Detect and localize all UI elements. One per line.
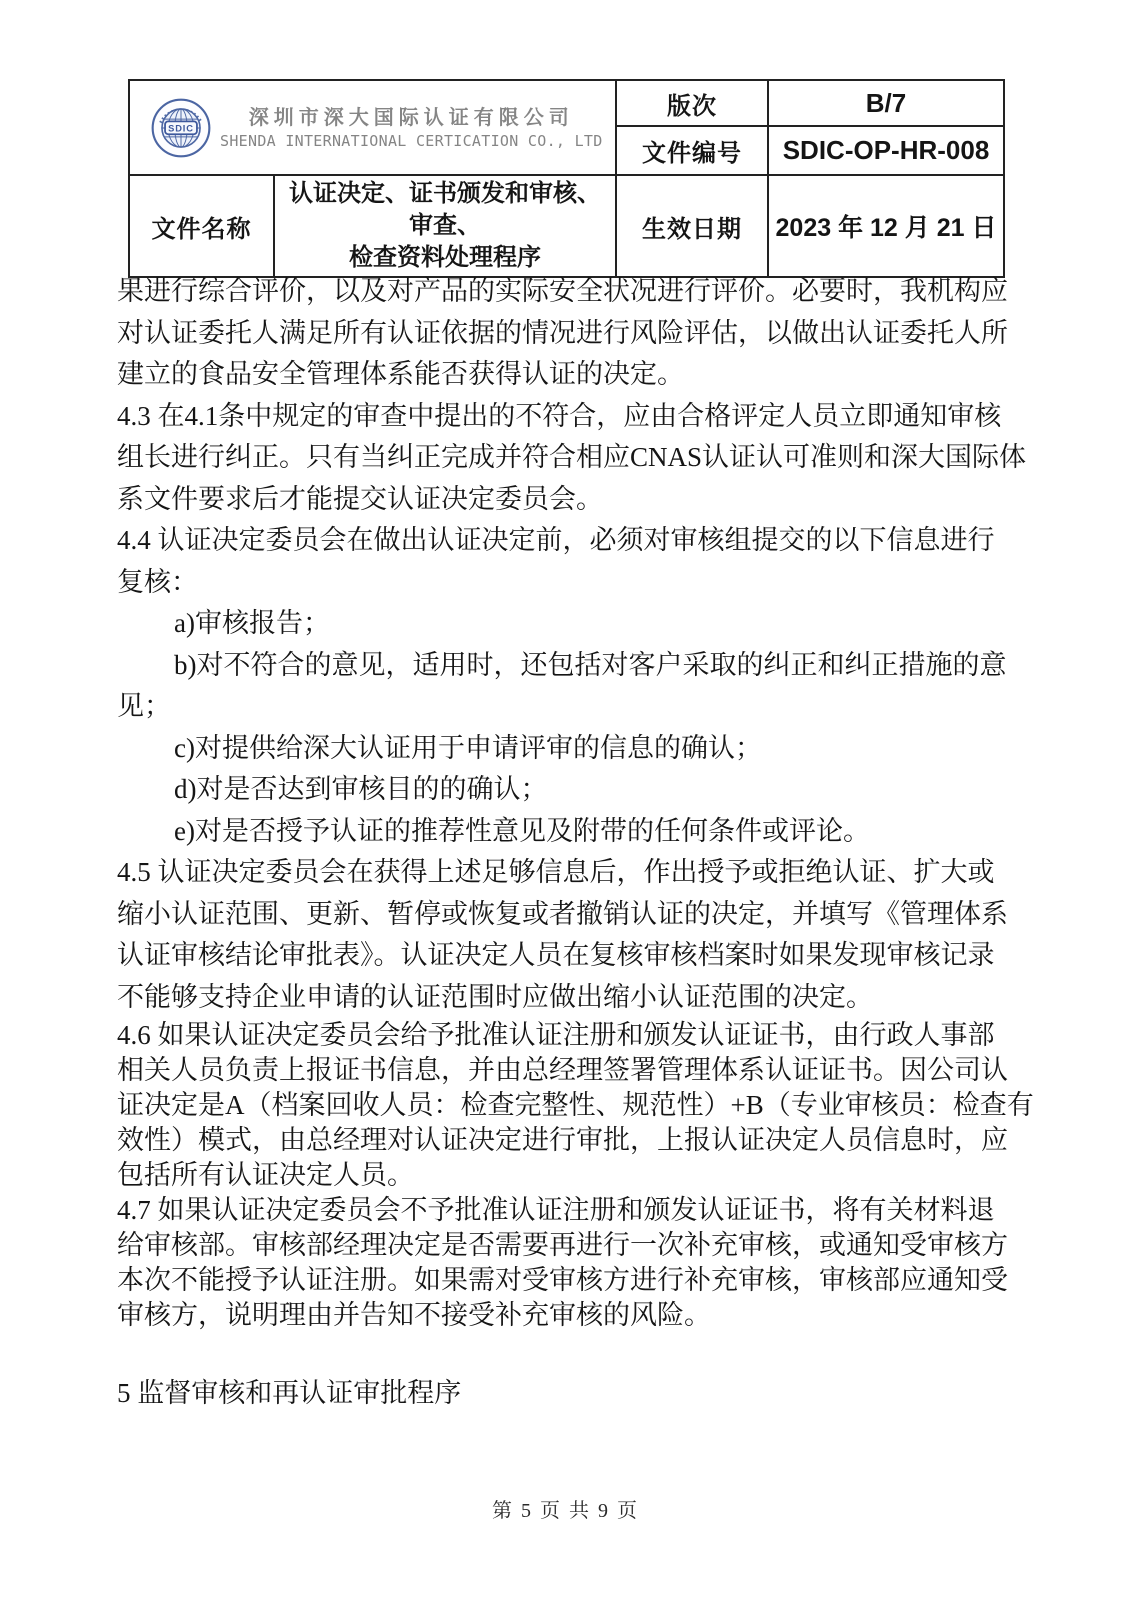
text-line: 4.7 如果认证决定委员会不予批准认证注册和颁发认证证书，将有关材料退 — [117, 1195, 995, 1225]
company-names — [220, 105, 603, 151]
text-line: 缩小认证范围、更新、暂停或恢复或者撤销认证的决定，并填写《管理体系 — [117, 898, 1008, 929]
header-table — [128, 79, 1005, 278]
company-name-cn: 深圳市深大国际认证有限公司 — [248, 106, 574, 129]
text-line: 4.6 如果认证决定委员会给予批准认证注册和颁发认证证书，由行政人事部 — [117, 1020, 995, 1050]
logo-cell — [129, 80, 616, 175]
text-line: 认证审核结论审批表》。认证决定人员在复核审核档案时如果发现审核记录 — [117, 940, 995, 970]
effective-date-value: 2023 年 12 月 21 日 — [768, 175, 1004, 277]
text-line: 相关人员负责上报证书信息，并由总经理签署管理体系认证证书。因公司认 — [117, 1055, 1008, 1085]
text-line: a)审核报告； — [174, 608, 330, 638]
text-line: 审核方，说明理由并告知不接受补充审核的风险。 — [117, 1300, 711, 1330]
doc-name-label: 文件名称 — [129, 175, 274, 277]
text-line: 给审核部。审核部经理决定是否需要再进行一次补充审核，或通知受审核方 — [117, 1230, 1008, 1260]
doc-name-line2: 检查资料处理程序 — [349, 244, 541, 271]
text-line: 对认证委托人满足所有认证依据的情况进行风险评估，以做出认证委托人所 — [117, 317, 1008, 348]
text-line: 建立的食品安全管理体系能否获得认证的决定。 — [117, 359, 684, 389]
version-label: 版次 — [616, 80, 768, 126]
doc-number-value: SDIC-OP-HR-008 — [768, 126, 1004, 175]
text-line: 证决定是A（档案回收人员：检查完整性、规范性）+B（专业审核员：检查有 — [117, 1090, 1034, 1120]
company-logo — [150, 97, 609, 159]
effective-date-label: 生效日期 — [616, 175, 768, 277]
section-5-heading: 5 监督审核和再认证审批程序 — [117, 1378, 462, 1408]
text-line: d)对是否达到审核目的的确认； — [174, 774, 548, 804]
text-line: 果进行综合评价，以及对产品的实际安全状况进行评价。必要时，我机构应 — [117, 276, 1008, 306]
text-line: 组长进行纠正。只有当纠正完成并符合相应CNAS认证认可准则和深大国际体 — [117, 442, 1027, 472]
text-line: 4.4 认证决定委员会在做出认证决定前，必须对审核组提交的以下信息进行 — [117, 525, 995, 555]
text-line: 效性）模式，由总经理对认证决定进行审批，上报认证决定人员信息时，应 — [117, 1125, 1008, 1155]
body-paragraphs-lower — [117, 1018, 1034, 1333]
body-paragraphs-upper — [117, 271, 1027, 1018]
page-number-footer: 第 5 页 共 9 页 — [492, 1500, 639, 1522]
text-line: 4.5 认证决定委员会在获得上述足够信息后，作出授予或拒绝认证、扩大或 — [117, 857, 995, 887]
globe-logo-icon — [150, 97, 212, 159]
version-value: B/7 — [768, 80, 1004, 126]
text-line: 不能够支持企业申请的认证范围时应做出缩小认证范围的决定。 — [117, 981, 873, 1012]
text-line: 包括所有认证决定人员。 — [117, 1160, 414, 1190]
text-line: 见； — [117, 691, 171, 721]
text-line: c)对提供给深大认证用于申请评审的信息的确认； — [174, 732, 762, 763]
text-line: 系文件要求后才能提交认证决定委员会。 — [117, 483, 603, 514]
text-line: b)对不符合的意见，适用时，还包括对客户采取的纠正和纠正措施的意 — [174, 649, 1007, 680]
text-line: 4.3 在4.1条中规定的审查中提出的不符合，应由合格评定人员立即通知审核 — [117, 400, 1002, 431]
doc-number-label: 文件编号 — [616, 126, 768, 175]
logo-badge-text: SDIC — [168, 122, 194, 133]
doc-name-line1: 认证决定、证书颁发和审核、审查、 — [289, 180, 601, 239]
text-line: e)对是否授予认证的推荐性意见及附带的任何条件或评论。 — [174, 815, 870, 846]
text-line: 本次不能授予认证注册。如果需对受审核方进行补充审核，审核部应通知受 — [117, 1265, 1008, 1295]
text-line: 复核： — [117, 566, 198, 597]
company-name-en: SHENDA INTERNATIONAL CERTICATION CO., LTD — [220, 131, 603, 150]
doc-name-value — [274, 175, 616, 277]
